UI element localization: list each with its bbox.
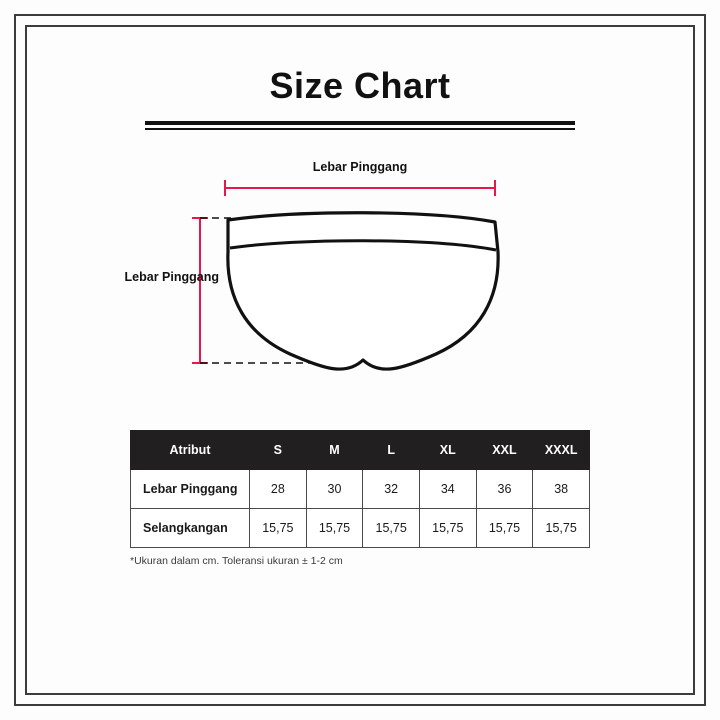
cell-crotch-m: 15,75	[306, 509, 363, 548]
page-title: Size Chart	[269, 65, 451, 106]
cell-waist-xxxl: 38	[533, 470, 590, 509]
cell-waist-s: 28	[250, 470, 307, 509]
table-header-l: L	[363, 431, 420, 470]
cell-crotch-s: 15,75	[250, 509, 307, 548]
cell-waist-xxl: 36	[476, 470, 533, 509]
waist-width-top-label: Lebar Pinggang	[312, 160, 408, 174]
waist-width-left-label: Lebar Pinggang	[124, 270, 219, 284]
row-label-crotch: Selangkangan	[131, 509, 250, 548]
cell-waist-l: 32	[363, 470, 420, 509]
cell-crotch-xxxl: 15,75	[533, 509, 590, 548]
cell-waist-xl: 34	[419, 470, 476, 509]
measurement-note: *Ukuran dalam cm. Toleransi ukuran ± 1-2 cm	[130, 555, 343, 567]
table-header-m: M	[306, 431, 363, 470]
size-table	[130, 430, 590, 548]
cell-waist-m: 30	[306, 470, 363, 509]
divider-thin-line	[145, 128, 575, 130]
cell-crotch-xxl: 15,75	[476, 509, 533, 548]
divider-thick-line	[145, 121, 575, 125]
table-header-xxxl: XXXL	[533, 431, 590, 470]
table-header-row	[131, 431, 590, 470]
table-header-s: S	[250, 431, 307, 470]
garment-outline	[228, 213, 498, 369]
table-header-attribute: Atribut	[131, 431, 250, 470]
row-label-waist: Lebar Pinggang	[131, 470, 250, 509]
cell-crotch-l: 15,75	[363, 509, 420, 548]
garment-illustration	[25, 148, 695, 408]
table-row	[131, 509, 590, 548]
table-body	[131, 470, 590, 548]
title-divider	[145, 121, 575, 130]
size-table-wrap	[130, 430, 590, 567]
page-content	[25, 25, 695, 695]
table-head	[131, 431, 590, 470]
table-header-xxl: XXL	[476, 431, 533, 470]
table-header-xl: XL	[419, 431, 476, 470]
table-row	[131, 470, 590, 509]
cell-crotch-xl: 15,75	[419, 509, 476, 548]
